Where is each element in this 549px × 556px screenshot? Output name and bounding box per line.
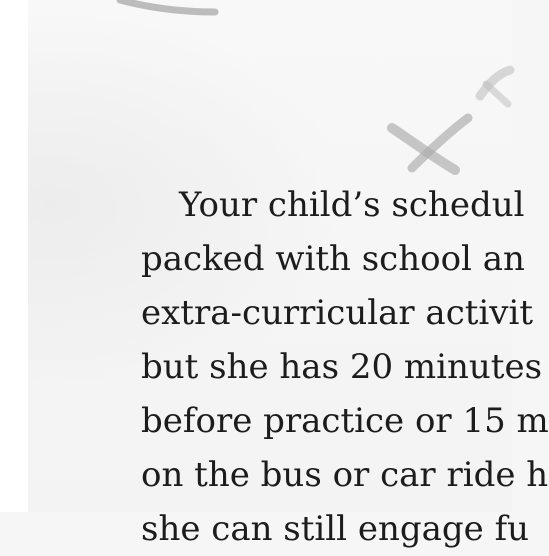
paragraph-line: on the bus or car ride h bbox=[141, 455, 549, 495]
pencil-scribble-decoration bbox=[0, 0, 512, 200]
paragraph-line: but she has 20 minutes bbox=[141, 347, 543, 387]
paragraph-line: Your child’s schedul bbox=[179, 185, 525, 225]
paragraph-line: packed with school an bbox=[141, 239, 525, 279]
paragraph-line: extra-curricular activit bbox=[141, 293, 534, 333]
paragraph-line: before practice or 15 m bbox=[141, 401, 549, 441]
body-paragraph bbox=[141, 178, 549, 549]
paragraph-line: she can still engage fu bbox=[141, 509, 530, 549]
page-margin bbox=[0, 0, 28, 512]
